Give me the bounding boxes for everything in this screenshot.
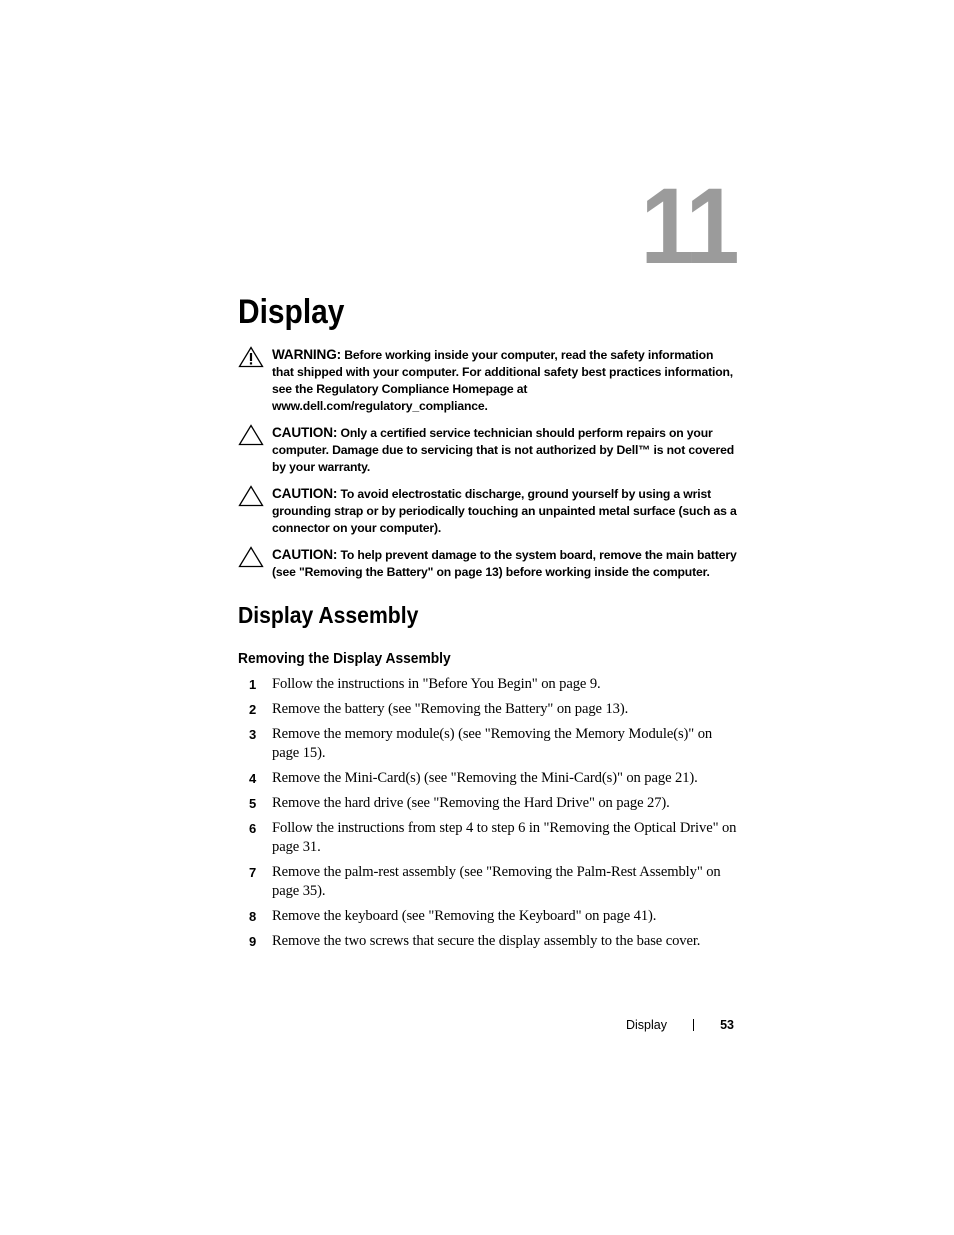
step-text: Remove the Mini-Card(s) (see "Removing the Mini-Card(s)" on page 21). xyxy=(272,770,698,786)
notice-text: To avoid electrostatic discharge, ground yourself by using a wrist grounding strap or by periodically touching an unpainted metal surface (such as a connector on your computer). xyxy=(272,487,737,535)
step-text: Remove the keyboard (see "Removing the Keyboard" on page 41). xyxy=(272,908,657,924)
caution-notice xyxy=(238,485,738,537)
safety-notices xyxy=(238,346,738,590)
section-title: Display Assembly xyxy=(238,602,419,628)
notice-label: CAUTION: xyxy=(272,486,338,501)
caution-icon xyxy=(238,424,264,446)
list-item xyxy=(238,769,738,788)
list-item xyxy=(238,675,738,694)
page-number: 53 xyxy=(720,1018,734,1032)
step-number: 7 xyxy=(249,865,257,880)
notice-label: WARNING: xyxy=(272,347,342,362)
caution-notice xyxy=(238,546,738,581)
step-number: 9 xyxy=(249,934,257,949)
chapter-number: 11 xyxy=(640,165,736,286)
list-item xyxy=(238,863,738,901)
step-number: 2 xyxy=(249,702,257,717)
step-text: Remove the hard drive (see "Removing the Hard Drive" on page 27). xyxy=(272,795,670,811)
notice-label: CAUTION: xyxy=(272,547,338,562)
step-number: 5 xyxy=(249,796,257,811)
notice-text: To help prevent damage to the system board, remove the main battery (see "Removing the Battery" on page 13) before working inside the computer. xyxy=(272,548,737,579)
list-item xyxy=(238,725,738,763)
step-text: Remove the memory module(s) (see "Removing the Memory Module(s)" on page 15). xyxy=(272,726,713,761)
subsection-title: Removing the Display Assembly xyxy=(238,650,451,667)
warning-notice xyxy=(238,346,738,415)
step-text: Follow the instructions in "Before You Begin" on page 9. xyxy=(272,676,601,692)
list-item xyxy=(238,819,738,857)
step-number: 3 xyxy=(249,727,257,742)
step-number: 1 xyxy=(249,677,257,692)
caution-notice xyxy=(238,424,738,476)
step-text: Remove the palm-rest assembly (see "Removing the Palm-Rest Assembly" on page 35). xyxy=(272,864,721,899)
step-text: Remove the battery (see "Removing the Battery" on page 13). xyxy=(272,701,629,717)
caution-icon xyxy=(238,546,264,568)
step-number: 6 xyxy=(249,821,257,836)
step-text: Remove the two screws that secure the display assembly to the base cover. xyxy=(272,933,701,949)
footer-section-name: Display xyxy=(626,1018,667,1032)
step-number: 4 xyxy=(249,771,257,786)
list-item xyxy=(238,700,738,719)
step-number: 8 xyxy=(249,909,257,924)
list-item xyxy=(238,794,738,813)
warning-icon xyxy=(238,346,264,368)
step-text: Follow the instructions from step 4 to step 6 in "Removing the Optical Drive" on page 31. xyxy=(272,820,737,855)
footer-divider xyxy=(693,1019,694,1031)
list-item xyxy=(238,932,738,951)
chapter-title: Display xyxy=(238,293,345,331)
caution-icon xyxy=(238,485,264,507)
notice-text: Before working inside your computer, read the safety information that shipped with your computer. For additional safety best practices information, see the Regulatory Compliance Homepage at www.dell.com/regulatory_compliance. xyxy=(272,348,734,413)
notice-label: CAUTION: xyxy=(272,425,338,440)
list-item xyxy=(238,907,738,926)
notice-text: Only a certified service technician should perform repairs on your computer. Damage due to servicing that is not authorized by Dell™ is not covered by your warranty. xyxy=(272,426,735,474)
page-footer xyxy=(560,1015,736,1035)
procedure-steps xyxy=(238,675,738,957)
